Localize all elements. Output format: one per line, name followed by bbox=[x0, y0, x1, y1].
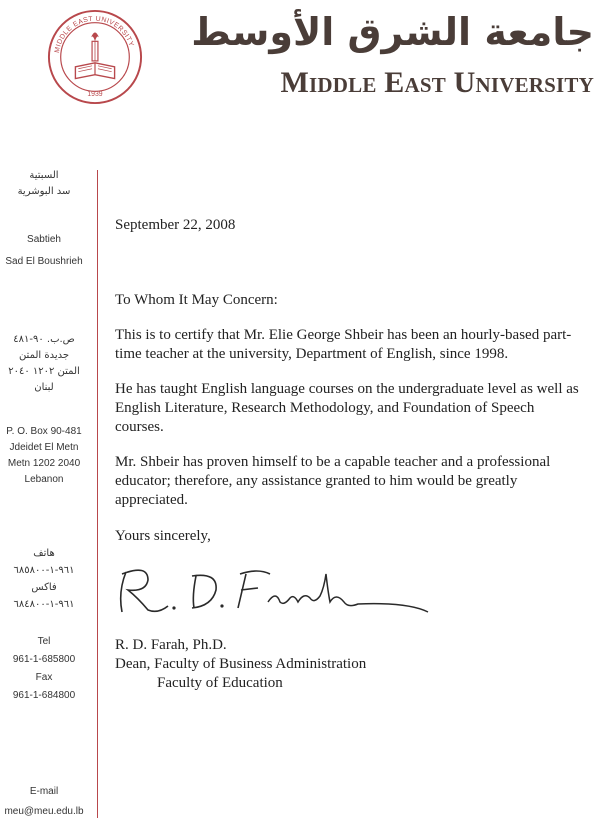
university-name-english: Middle East University bbox=[280, 66, 594, 99]
location-english-line: Sabtieh bbox=[27, 234, 61, 245]
svg-text:MIDDLE EAST UNIVERSITY: MIDDLE EAST UNIVERSITY bbox=[53, 15, 135, 54]
letter-paragraph-1: This is to certify that Mr. Elie George Shbeir has been an hourly-based part-time teacher at the university, Department of English, since 1998. bbox=[115, 327, 572, 362]
address-arabic-line: جديدة المتن bbox=[18, 350, 70, 361]
letter-date: September 22, 2008 bbox=[115, 217, 236, 233]
sidebar-phone-english bbox=[0, 633, 88, 705]
email-value[interactable]: meu@meu.edu.lb bbox=[4, 806, 84, 817]
letter-paragraph-3: Mr. Shbeir has proven himself to be a capable teacher and a professional educator; therefore, any assistance granted to him would be greatly appreciated. bbox=[115, 454, 551, 508]
fax-arabic-label: فاكس bbox=[31, 582, 57, 593]
fax-label: Fax bbox=[35, 672, 53, 683]
fax-arabic-value: ٩٦١-١-٦٨٤٨٠٠ bbox=[13, 599, 75, 610]
email-label: E-mail bbox=[29, 786, 59, 797]
handwritten-signature bbox=[108, 562, 438, 622]
tel-value: 961-1-685800 bbox=[12, 654, 76, 665]
sidebar-location-arabic bbox=[0, 168, 88, 200]
sidebar-address-arabic bbox=[0, 332, 88, 396]
address-english-line: Jdeidet El Metn bbox=[9, 442, 79, 453]
location-arabic-line: السبتية bbox=[29, 170, 59, 181]
tel-label: Tel bbox=[37, 636, 51, 647]
sidebar-email bbox=[0, 782, 88, 822]
address-english-line: Metn 1202 2040 bbox=[7, 458, 81, 469]
letter-closing: Yours sincerely, bbox=[115, 528, 211, 544]
university-name-arabic: جامعة الشرق الأوسط bbox=[191, 10, 594, 54]
letter-paragraph-2: He has taught English language courses on the undergraduate level as well as English Literature, Research Methodology, and Foundation of Speech courses. bbox=[115, 381, 579, 435]
address-arabic-line: لبنان bbox=[34, 382, 54, 393]
tel-arabic-value: ٩٦١-١-٦٨٥٨٠٠ bbox=[13, 565, 75, 576]
sidebar-address-english bbox=[0, 424, 88, 488]
fax-value: 961-1-684800 bbox=[12, 690, 76, 701]
signer-title-dean: Dean, Faculty of Business Administration bbox=[115, 656, 367, 672]
location-arabic-line: سد البوشرية bbox=[17, 186, 71, 197]
university-seal-logo bbox=[46, 8, 144, 106]
seal-year: 1939 bbox=[87, 91, 103, 99]
sidebar-divider bbox=[97, 170, 98, 818]
sidebar-location-english bbox=[0, 232, 88, 270]
letter-salutation: To Whom It May Concern: bbox=[115, 292, 278, 308]
signer-block bbox=[115, 636, 585, 693]
address-arabic-line: ص.ب. ٩٠-٤٨١ bbox=[13, 334, 75, 345]
signer-name: R. D. Farah, Ph.D. bbox=[115, 637, 227, 653]
address-arabic-line: المتن ١٢٠٢ ٢٠٤٠ bbox=[8, 366, 80, 377]
location-english-line: Sad El Boushrieh bbox=[5, 256, 83, 267]
tel-arabic-label: هاتف bbox=[33, 548, 55, 559]
sidebar-phone-arabic bbox=[0, 545, 88, 613]
signer-title-faculty: Faculty of Education bbox=[157, 675, 283, 691]
address-english-line: P. O. Box 90-481 bbox=[6, 426, 82, 437]
address-english-line: Lebanon bbox=[24, 474, 64, 485]
